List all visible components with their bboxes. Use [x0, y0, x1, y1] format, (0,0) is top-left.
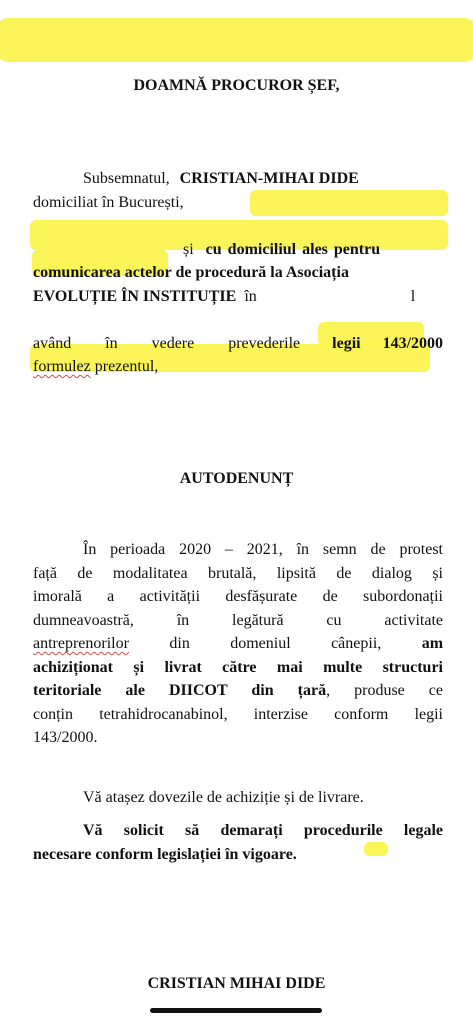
body-line-9: 143/2000.: [33, 729, 98, 746]
home-indicator[interactable]: [150, 1008, 322, 1013]
body-line-5: antreprenorilor din domeniul cânepii, am: [33, 635, 444, 652]
signature: CRISTIAN MIHAI DIDE: [147, 975, 326, 992]
body-line-8: conțin tetrahidrocanabinol, interzise conform legii: [33, 705, 443, 723]
highlight-top: [0, 18, 473, 62]
intro-line-3-redacted: [33, 214, 443, 238]
intro-line-8: având în vedere prevederile legii 143/2000: [33, 334, 444, 352]
complainant-name: CRISTIAN-MIHAI DIDE: [179, 170, 359, 187]
body-line-2: față de modalitatea brutală, lipsită de dialog și: [33, 564, 443, 582]
body-paragraph: [33, 538, 443, 750]
section-heading: AUTODENUNȚ: [179, 470, 294, 487]
intro-line-6: EVOLUȚIE ÎN INSTITUȚIE în l: [33, 287, 416, 305]
body-line-6: achiziționat și livrat către mai multe structuri: [33, 658, 443, 676]
request-line-1: Vă solicit să demarați procedurile legale: [83, 822, 443, 839]
intro-line-5: comunicarea actelor de procedură la Asociația: [33, 264, 349, 281]
intro-paragraph: [33, 167, 443, 379]
attachments-line: Vă atașez dovezile de achiziție și de livrare.: [83, 789, 364, 806]
request-line-2: necesare conform legislației în vigoare.: [33, 845, 297, 863]
intro-line-1: Subsemnatul, CRISTIAN-MIHAI DIDE: [83, 170, 359, 187]
body-line-3: imorală a activității desfășurate de subordonații: [33, 588, 443, 605]
intro-line-2: domiciliat în București,: [33, 193, 184, 211]
body-line-4: dumneavoastră, în legătură cu activitate: [33, 611, 443, 629]
body-line-7: teritoriale ale DIICOT din țară, produse ce: [33, 682, 443, 699]
intro-line-9: formulez prezentul,: [33, 358, 159, 375]
document-title: DOAMNĂ PROCUROR ȘEF,: [133, 77, 340, 94]
intro-line-4: și cu domiciliul ales pentru: [183, 240, 381, 258]
intro-line-7-redacted: [33, 308, 443, 332]
body-line-1: În perioada 2020 – 2021, în semn de protest: [83, 541, 443, 558]
request-paragraph: [33, 819, 443, 866]
